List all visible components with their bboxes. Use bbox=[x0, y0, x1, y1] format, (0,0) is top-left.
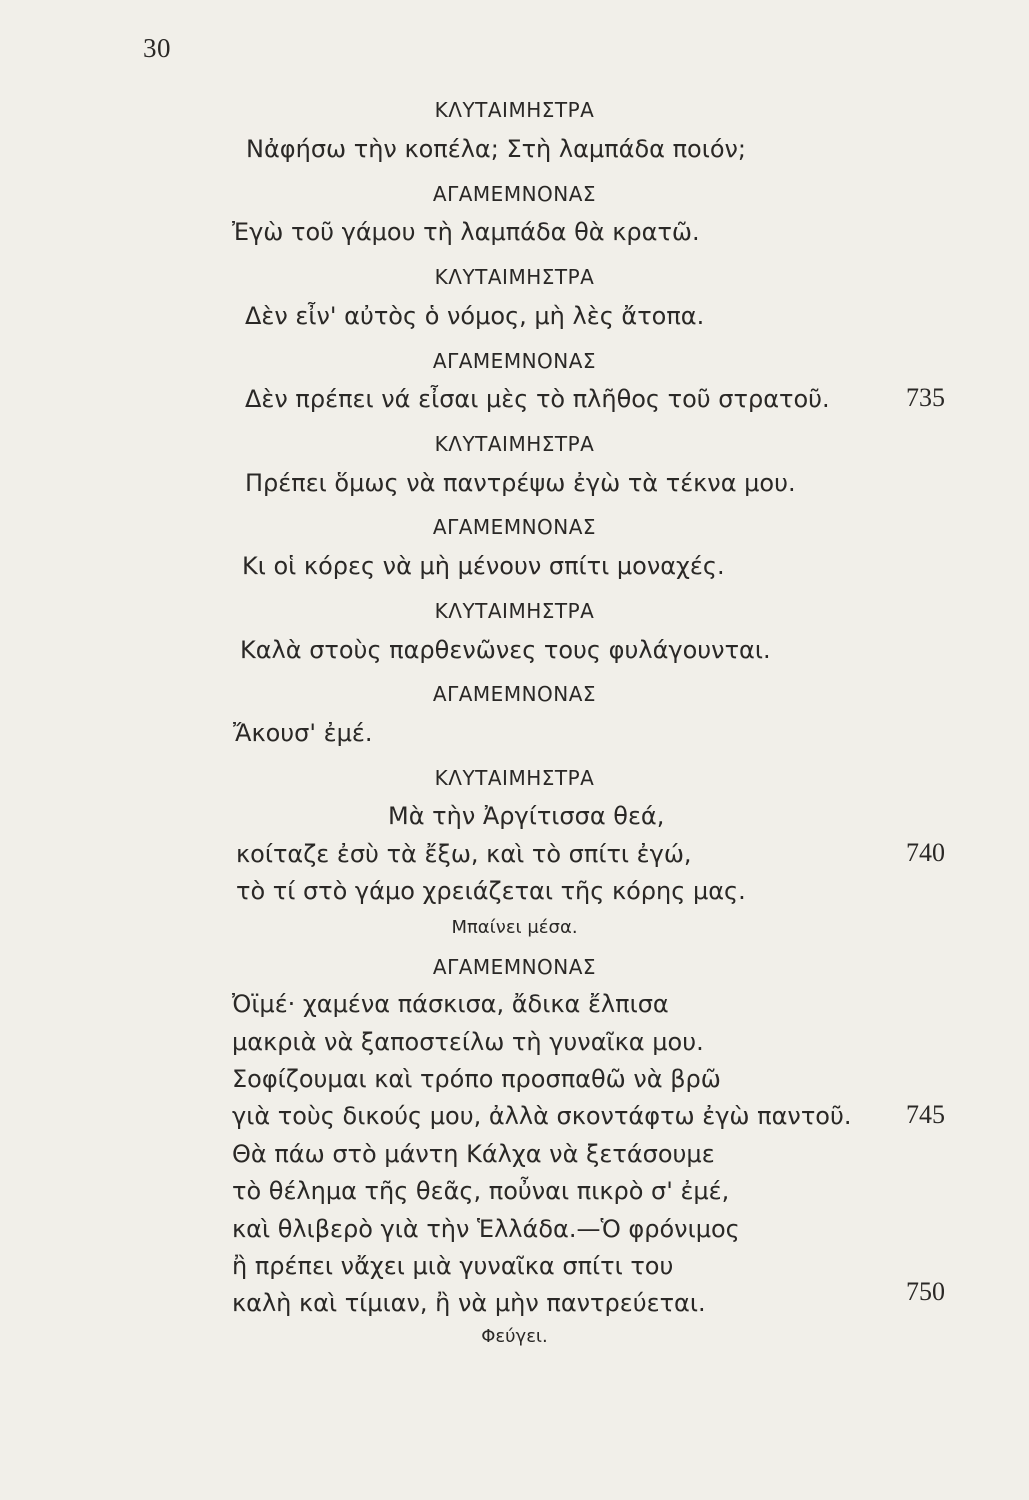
verse-line: καλὴ καὶ τίμιαν, ἢ νὰ μὴν παντρεύεται. bbox=[232, 1289, 706, 1317]
verse-line: Μὰ τὴν Ἀργίτισσα θεά, bbox=[388, 802, 665, 830]
verse-line: γιὰ τοὺς δικούς μου, ἀλλὰ σκοντάφτω ἐγὼ παντοῦ. bbox=[232, 1102, 852, 1130]
line-number: 745 bbox=[906, 1100, 945, 1129]
speaker-name: ΑΓΑΜΕΜΝΟΝΑΣ bbox=[432, 349, 597, 373]
page-number: 30 bbox=[143, 33, 171, 63]
verse-line: Σοφίζουμαι καὶ τρόπο προσπαθῶ νὰ βρῶ bbox=[232, 1065, 721, 1093]
speaker-name: ΑΓΑΜΕΜΝΟΝΑΣ bbox=[432, 682, 597, 706]
verse-line: καὶ θλιβερὸ γιὰ τὴν Ἑλλάδα.—Ὁ φρόνιμος bbox=[232, 1215, 740, 1243]
stage-direction: Φεύγει. bbox=[481, 1326, 548, 1347]
verse-line: Ὀϊμέ· χαμένα πάσκισα, ἄδικα ἔλπισα bbox=[232, 990, 669, 1018]
verse-line: τὸ θέλημα τῆς θεᾶς, ποὖναι πικρὸ σ' ἐμέ, bbox=[232, 1177, 730, 1205]
verse-line: ἢ πρέπει νἄχει μιὰ γυναῖκα σπίτι του bbox=[232, 1252, 674, 1280]
verse-line: Θὰ πάω στὸ μάντη Κάλχα νὰ ξετάσουμε bbox=[232, 1140, 715, 1168]
verse-line: Πρέπει ὅμως νὰ παντρέψω ἐγὼ τὰ τέκνα μου. bbox=[245, 469, 796, 497]
speaker-name: ΑΓΑΜΕΜΝΟΝΑΣ bbox=[432, 955, 597, 979]
speaker-name: ΚΛΥΤΑΙΜΗΣΤΡΑ bbox=[434, 98, 595, 122]
speaker-name: ΚΛΥΤΑΙΜΗΣΤΡΑ bbox=[434, 265, 595, 289]
speaker-name: ΑΓΑΜΕΜΝΟΝΑΣ bbox=[432, 182, 597, 206]
line-number: 735 bbox=[906, 383, 945, 412]
verse-line: Καλὰ στοὺς παρθενῶνες τους φυλάγουνται. bbox=[240, 636, 771, 664]
verse-line: Δὲν πρέπει νά εἶσαι μὲς τὸ πλῆθος τοῦ στρατοῦ. bbox=[245, 385, 830, 413]
line-number: 750 bbox=[906, 1277, 945, 1306]
verse-line: μακριὰ νὰ ξαποστείλω τὴ γυναῖκα μου. bbox=[232, 1028, 704, 1056]
verse-line: τὸ τί στὸ γάμο χρειάζεται τῆς κόρης μας. bbox=[236, 877, 746, 905]
verse-line: Κι οἱ κόρες νὰ μὴ μένουν σπίτι μοναχές. bbox=[242, 552, 725, 580]
verse-line: Ἐγὼ τοῦ γάμου τὴ λαμπάδα θὰ κρατῶ. bbox=[232, 218, 700, 246]
speaker-name: ΑΓΑΜΕΜΝΟΝΑΣ bbox=[432, 515, 597, 539]
stage-direction: Μπαίνει μέσα. bbox=[451, 917, 578, 938]
verse-line: Δὲν εἶν' αὐτὸς ὁ νόμος, μὴ λὲς ἄτοπα. bbox=[245, 302, 705, 330]
speaker-name: ΚΛΥΤΑΙΜΗΣΤΡΑ bbox=[434, 432, 595, 456]
speaker-name: ΚΛΥΤΑΙΜΗΣΤΡΑ bbox=[434, 599, 595, 623]
verse-line: Νἀφήσω τὴν κοπέλα; Στὴ λαμπάδα ποιόν; bbox=[246, 135, 747, 163]
verse-line: Ἄκουσ' ἐμέ. bbox=[233, 719, 373, 747]
verse-line: κοίταζε ἐσὺ τὰ ἔξω, καὶ τὸ σπίτι ἐγώ, bbox=[236, 840, 692, 868]
speaker-name: ΚΛΥΤΑΙΜΗΣΤΡΑ bbox=[434, 766, 595, 790]
line-number: 740 bbox=[906, 838, 945, 867]
